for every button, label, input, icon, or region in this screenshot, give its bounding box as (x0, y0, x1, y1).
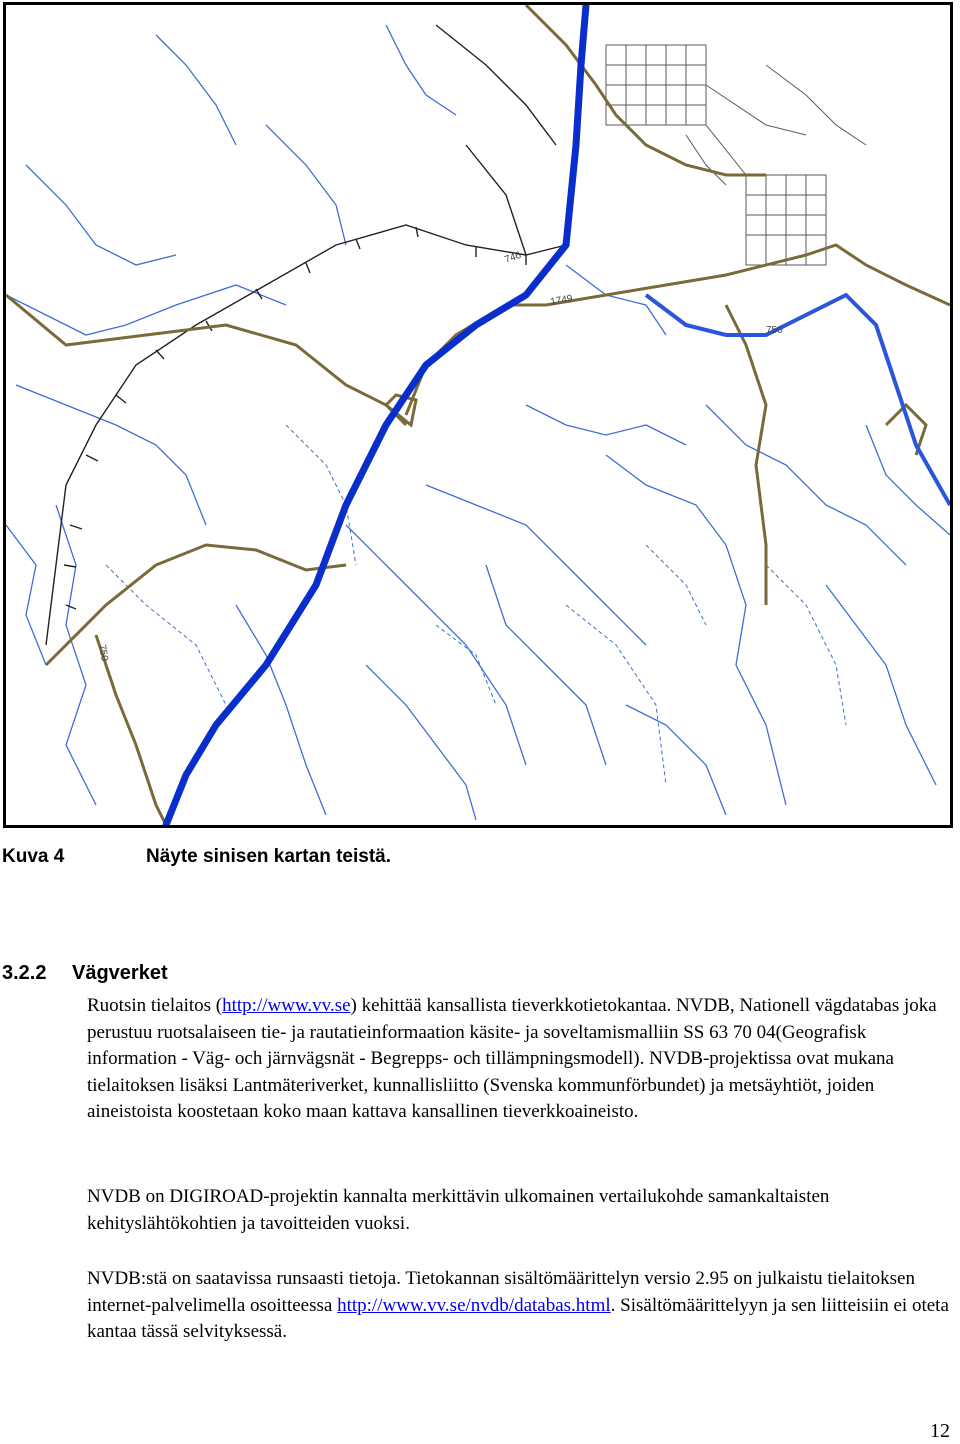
minor-roads (6, 25, 950, 820)
section-title: Vägverket (72, 962, 168, 984)
main-roads (6, 5, 950, 825)
section-number: 3.2.2 (2, 962, 47, 984)
railway (46, 25, 566, 645)
highway (166, 5, 586, 825)
tracks (106, 425, 846, 785)
road-label-1749: 1749 (549, 293, 574, 308)
paragraph-1 (87, 993, 957, 1126)
section-heading (2, 962, 168, 985)
road-label-750-b: 750 (766, 325, 783, 336)
road-label-746: 746 (503, 249, 523, 266)
p1-text-b: ) kehittää kansallista tieverkkotietokantaa. NVDB, Nationell vägdatabas joka perustuu ruotsalaiseen tie- ja rautatieinformaation käsite- ja soveltamismalliin SS 63 70 04(Geografisk information - Väg- och järnvägsnät - Begrepps- och tillämpningsmodell). NVDB-projektissa ovat mukana tielaitoksen lisäksi Lantmäteriverket, kunnallisliitto (Svenska kommunförbundet) ja metsäyhtiöt, joiden aineistoista koostetaan koko maan kattava kansallinen tieverkkoaineisto. (87, 995, 937, 1122)
paragraph-3 (87, 1266, 957, 1346)
p3-text-a: NVDB:stä on saatavissa runsaasti tietoja. Tietokannan sisältömäärittelyn versio 2.95 on julkaistu tielaitoksen internet-palvelimella osoitteessa (87, 1268, 915, 1316)
town-streets (606, 45, 866, 265)
road-network-map (3, 2, 953, 828)
map-canvas (6, 5, 950, 825)
caption-number: Kuva 4 (2, 846, 65, 867)
nvdb-databas-link[interactable]: http://www.vv.se/nvdb/databas.html (337, 1294, 611, 1316)
road-label-750-a: 750 (96, 643, 110, 662)
figure-caption (0, 846, 960, 876)
caption-text: Näyte sinisen kartan teistä. (146, 846, 391, 867)
p3-text-b: . Sisältömäärittelyyn ja sen liitteisiin ei oteta kantaa tässä selvityksessä. (87, 1294, 949, 1342)
secondary-highway (646, 295, 950, 505)
p1-text-a: Ruotsin tielaitos ( (87, 995, 223, 1016)
paragraph-2: NVDB on DIGIROAD-projektin kannalta merkittävin ulkomainen vertailukohde samankaltaisten kehityslähtökohtien ja tavoitteiden vuoksi. (87, 1186, 830, 1234)
vv-link[interactable]: http://www.vv.se (222, 995, 351, 1016)
page-number: 12 (930, 1420, 950, 1442)
